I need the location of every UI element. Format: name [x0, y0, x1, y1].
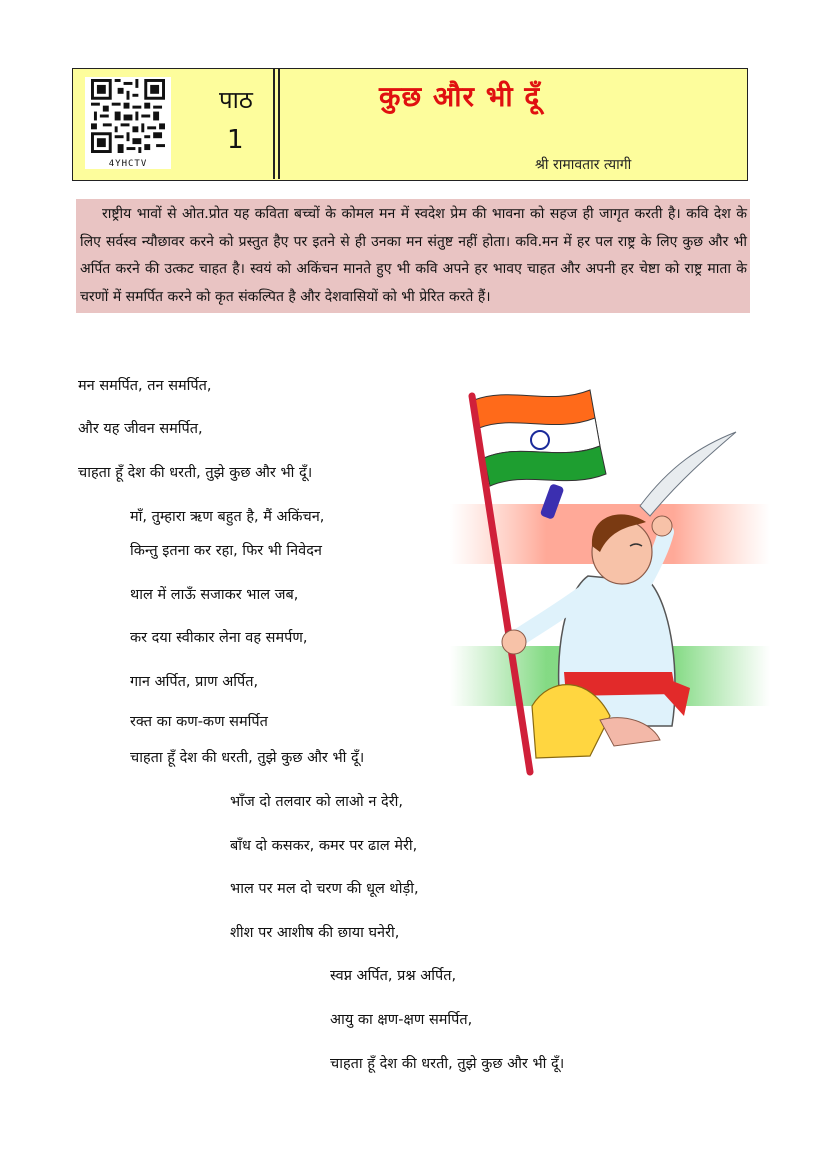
poem-line: शीश पर आशीष की छाया घनेरी,	[230, 925, 400, 941]
poem-line: रक्त का कण-कण समर्पित	[130, 714, 268, 730]
qr-code-label: 4YHCTV	[108, 159, 148, 169]
poem-line: भाँज दो तलवार को लाओ न देरी,	[230, 794, 404, 810]
divider	[273, 69, 275, 179]
poem-line: किन्तु इतना कर रहा, फिर भी निवेदन	[130, 543, 322, 559]
divider	[278, 69, 280, 179]
qr-code[interactable]	[85, 77, 171, 169]
poem-line: बाँध दो कसकर, कमर पर ढाल मेरी,	[230, 838, 418, 854]
poem-line: और यह जीवन समर्पित,	[78, 421, 203, 437]
lesson-title: कुछ और भी दूँ	[379, 80, 541, 113]
poet-name: श्री रामावतार त्यागी	[535, 157, 632, 173]
poem-line: स्वप्न अर्पित, प्रश्न अर्पित,	[330, 968, 457, 984]
lesson-number: 1	[227, 125, 244, 155]
poem-line: चाहता हूँ देश की धरती, तुझे कुछ और भी दूँ।	[130, 750, 365, 766]
boy-with-flag-illustration	[440, 376, 776, 786]
lesson-header	[72, 68, 748, 181]
lesson-label: पाठ	[219, 86, 253, 114]
poem-line: चाहता हूँ देश की धरती, तुझे कुछ और भी दूँ।	[78, 465, 313, 481]
poem-line: गान अर्पित, प्राण अर्पित,	[130, 674, 259, 690]
poem-line: आयु का क्षण-क्षण समर्पित,	[330, 1012, 473, 1028]
poem-line: मन समर्पित, तन समर्पित,	[78, 378, 212, 394]
poem-line: चाहता हूँ देश की धरती, तुझे कुछ और भी दूँ।	[330, 1056, 565, 1072]
qr-code-icon	[91, 79, 165, 153]
poem-line: थाल में लाऊँ सजाकर भाल जब,	[130, 587, 299, 603]
poem-line: माँ, तुम्हारा ऋण बहुत है, मैं अकिंचन,	[130, 509, 325, 525]
poem-line: कर दया स्वीकार लेना वह समर्पण,	[130, 630, 308, 646]
intro-paragraph: राष्ट्रीय भावों से ओत.प्रोत यह कविता बच्चों के कोमल मन में स्वदेश प्रेम की भावना को सहज ही जागृत करती है। कवि देश के लिए सर्वस्व न्यौछावर करने को प्रस्तुत हैए पर इतने से ही उनका मन संतुष्ट नहीं होता। कवि.मन में हर पल राष्ट्र के लिए कुछ और भी अर्पित करने की उत्कट चाहत है। स्वयं को अकिंचन मानते हुए भी कवि अपने हर भावए चाहत और अपनी हर चेष्टा को राष्ट्र माता के चरणों में समर्पित करने को कृत संकल्पित है और देशवासियों को भी प्रेरित करते हैं।	[76, 199, 750, 313]
poem-line: भाल पर मल दो चरण की धूल थोड़ी,	[230, 881, 419, 897]
